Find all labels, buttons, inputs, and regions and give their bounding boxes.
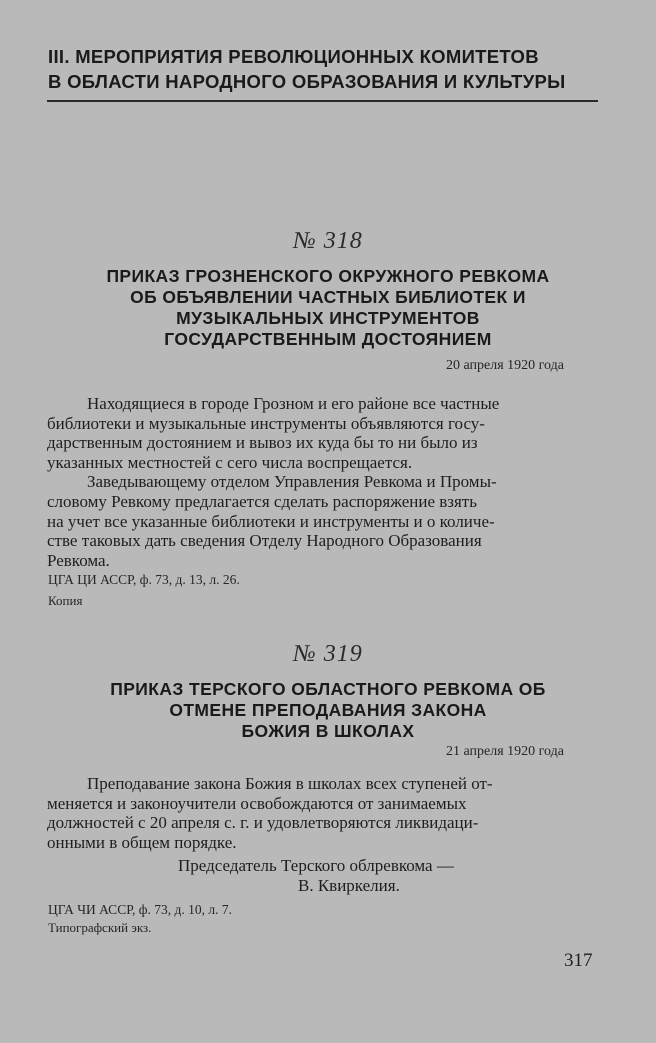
heading-line: ГОСУДАРСТВЕННЫМ ДОСТОЯНИЕМ [164,329,492,349]
document-body-318 [47,394,595,570]
body-line: словому Ревкому предлагается сделать распоряжение взять [47,491,477,511]
body-line: стве таковых дать сведения Отделу Народного Образования [47,531,482,551]
heading-line: МУЗЫКАЛЬНЫХ ИНСТРУМЕНТОВ [176,308,480,328]
body-line: меняется и законоучители освобождаются от занимаемых [47,793,467,813]
body-line: онными в общем порядке. [47,832,237,852]
body-line: Ревкома. [47,550,110,570]
body-line: дарственным достоянием и вывоз их куда бы то ни было из [47,433,478,453]
section-title [48,44,598,94]
copy-note-319: Типографский экз. [48,920,152,935]
document-date-318: 20 апреля 1920 года [446,358,564,373]
archive-source-318: ЦГА ЦИ АССР, ф. 73, д. 13, л. 26. [48,572,240,587]
copy-note-318: Копия [48,593,83,608]
heading-line: ПРИКАЗ ГРОЗНЕНСКОГО ОКРУЖНОГО РЕВКОМА [106,266,550,286]
section-title-line-1: III. МЕРОПРИЯТИЯ РЕВОЛЮЦИОННЫХ КОМИТЕТОВ [48,46,539,67]
body-line: Находящиеся в городе Грозном и его районе все частные [87,394,500,413]
heading-line: ОБ ОБЪЯВЛЕНИИ ЧАСТНЫХ БИБЛИОТЕК И [130,287,526,307]
body-line: должностей с 20 апреля с. г. и удовлетворяются ликвидаци- [47,813,479,833]
body-line: Заведывающему отделом Управления Ревкома и Промы- [87,472,497,492]
document-number-318: № 318 [293,228,363,254]
document-number-319: № 319 [293,641,363,667]
document-body-319 [47,774,595,852]
body-line: библиотеки и музыкальные инструменты объявляются госу- [47,413,485,433]
document-date-319: 21 апреля 1920 года [446,744,564,759]
body-line: указанных местностей с сего числа воспрещается. [47,452,413,472]
signature-name: В. Квиркелия. [298,876,400,895]
heading-line: ОТМЕНЕ ПРЕПОДАВАНИЯ ЗАКОНА [169,700,487,720]
body-line: Преподавание закона Божия в школах всех ступеней от- [87,774,493,793]
section-divider [47,100,598,102]
archive-source-319: ЦГА ЧИ АССР, ф. 73, д. 10, л. 7. [48,902,232,917]
section-title-line-2: В ОБЛАСТИ НАРОДНОГО ОБРАЗОВАНИЯ И КУЛЬТУРЫ [48,71,566,92]
heading-line: ПРИКАЗ ТЕРСКОГО ОБЛАСТНОГО РЕВКОМА ОБ [110,679,546,699]
body-line: на учет все указанные библиотеки и инструменты и о количе- [47,511,495,531]
signature-title: Председатель Терского облревкома — [178,856,454,875]
heading-line: БОЖИЯ В ШКОЛАХ [241,721,415,741]
document-heading-319 [40,679,616,742]
document-heading-318 [40,266,616,350]
page-number: 317 [564,950,593,971]
